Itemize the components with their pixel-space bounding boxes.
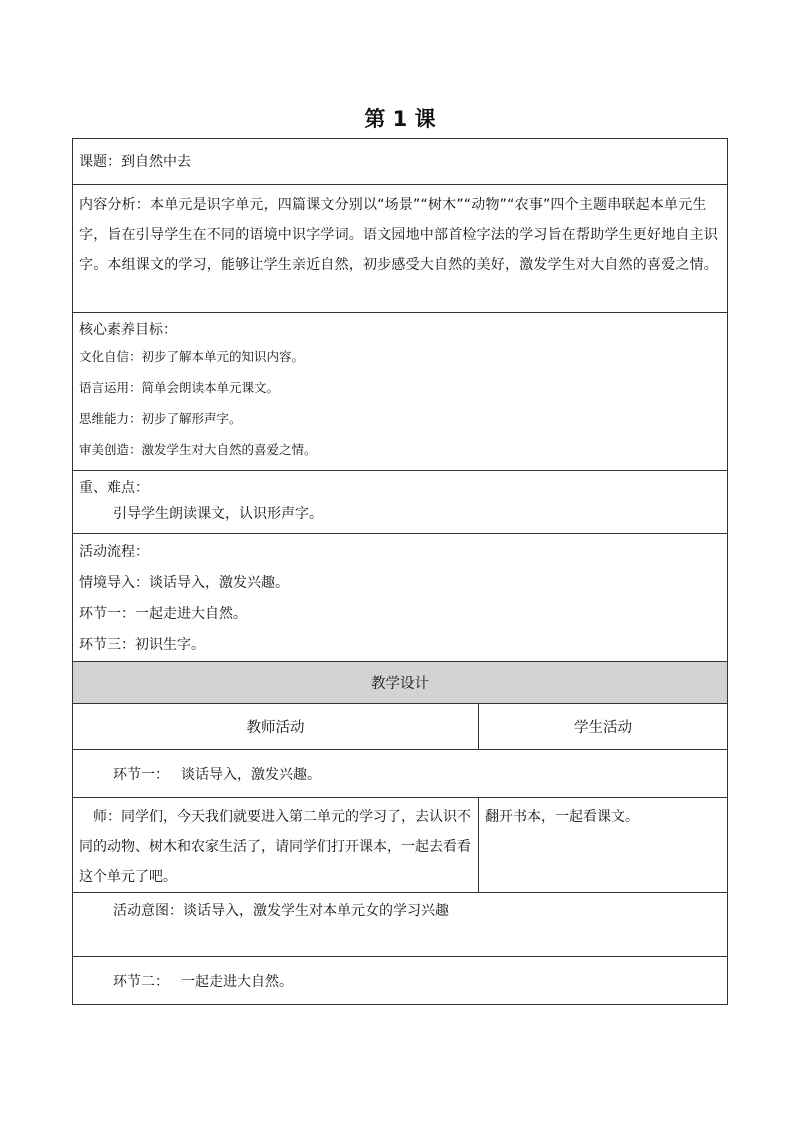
intent-text: 活动意图：谈话导入，激发学生对本单元女的学习兴趣 xyxy=(113,903,449,919)
topic-cell xyxy=(73,139,728,185)
goals-cell xyxy=(73,313,728,471)
teacher-activity-cell xyxy=(73,798,479,893)
design-heading: 教学设计 xyxy=(73,662,728,704)
step-one-text: 谈话导入，激发兴趣。 xyxy=(181,766,321,783)
topic-text: 课题：到自然中去 xyxy=(79,154,191,170)
goal-item-aesthetic: 审美创造：激发学生对大自然的喜爱之情。 xyxy=(79,442,317,457)
intent-row xyxy=(73,893,728,957)
flow-item-step-three: 环节三：初识生字。 xyxy=(79,637,205,653)
teacher-activity-header: 教师活动 xyxy=(73,704,479,750)
step-two-cell xyxy=(73,957,728,1005)
lesson-plan-table xyxy=(72,138,728,1005)
activity-columns-row xyxy=(73,704,728,750)
key-points-heading: 重、难点： xyxy=(79,480,149,496)
goal-item-thinking: 思维能力：初步了解形声字。 xyxy=(79,411,242,426)
step-one-label: 环节一： xyxy=(113,766,169,783)
flow-item-intro: 情境导入：谈话导入，激发兴趣。 xyxy=(79,575,289,591)
teacher-activity-text: 师：同学们，今天我们就要进入第二单元的学习了，去认识不同的动物、树木和农家生活了，请同学们打开课本，一起去看看这个单元了吧。 xyxy=(79,809,471,885)
student-activity-text: 翻开书本，一起看课文。 xyxy=(485,809,639,825)
student-activity-cell xyxy=(479,798,728,893)
key-points-row xyxy=(73,471,728,534)
analysis-cell xyxy=(73,185,728,313)
page-title: 第 1 课 xyxy=(364,107,436,131)
activity-detail-row xyxy=(73,798,728,893)
step-two-text: 一起走进大自然。 xyxy=(181,973,293,990)
analysis-text: 内容分析：本单元是识字单元，四篇课文分别以“场景”“树木”“动物”“农事”四个主题串联起本单元生字，旨在引导学生在不同的语境中识字学词。语文园地中部首检字法的学习旨在帮助学生更好地自主识字。本组课文的学习，能够让学生亲近自然，初步感受大自然的美好，激发学生对大自然的喜爱之情。 xyxy=(79,197,718,273)
design-header-row xyxy=(73,662,728,704)
goals-heading: 核心素养目标： xyxy=(79,322,177,338)
step-two-row xyxy=(73,957,728,1005)
key-points-cell xyxy=(73,471,728,534)
step-one-cell xyxy=(73,750,728,798)
analysis-row xyxy=(73,185,728,313)
step-two-label: 环节二： xyxy=(113,973,169,990)
flow-cell xyxy=(73,534,728,662)
flow-row xyxy=(73,534,728,662)
topic-row xyxy=(73,139,728,185)
goals-row xyxy=(73,313,728,471)
step-one-row xyxy=(73,750,728,798)
student-activity-header: 学生活动 xyxy=(479,704,728,750)
goal-item-language: 语言运用：简单会朗读本单元课文。 xyxy=(79,380,280,395)
goal-item-culture: 文化自信：初步了解本单元的知识内容。 xyxy=(79,349,305,364)
intent-cell xyxy=(73,893,728,957)
flow-item-step-one: 环节一：一起走进大自然。 xyxy=(79,606,247,622)
flow-heading: 活动流程： xyxy=(79,544,149,560)
key-points-content: 引导学生朗读课文，认识形声字。 xyxy=(113,506,323,522)
